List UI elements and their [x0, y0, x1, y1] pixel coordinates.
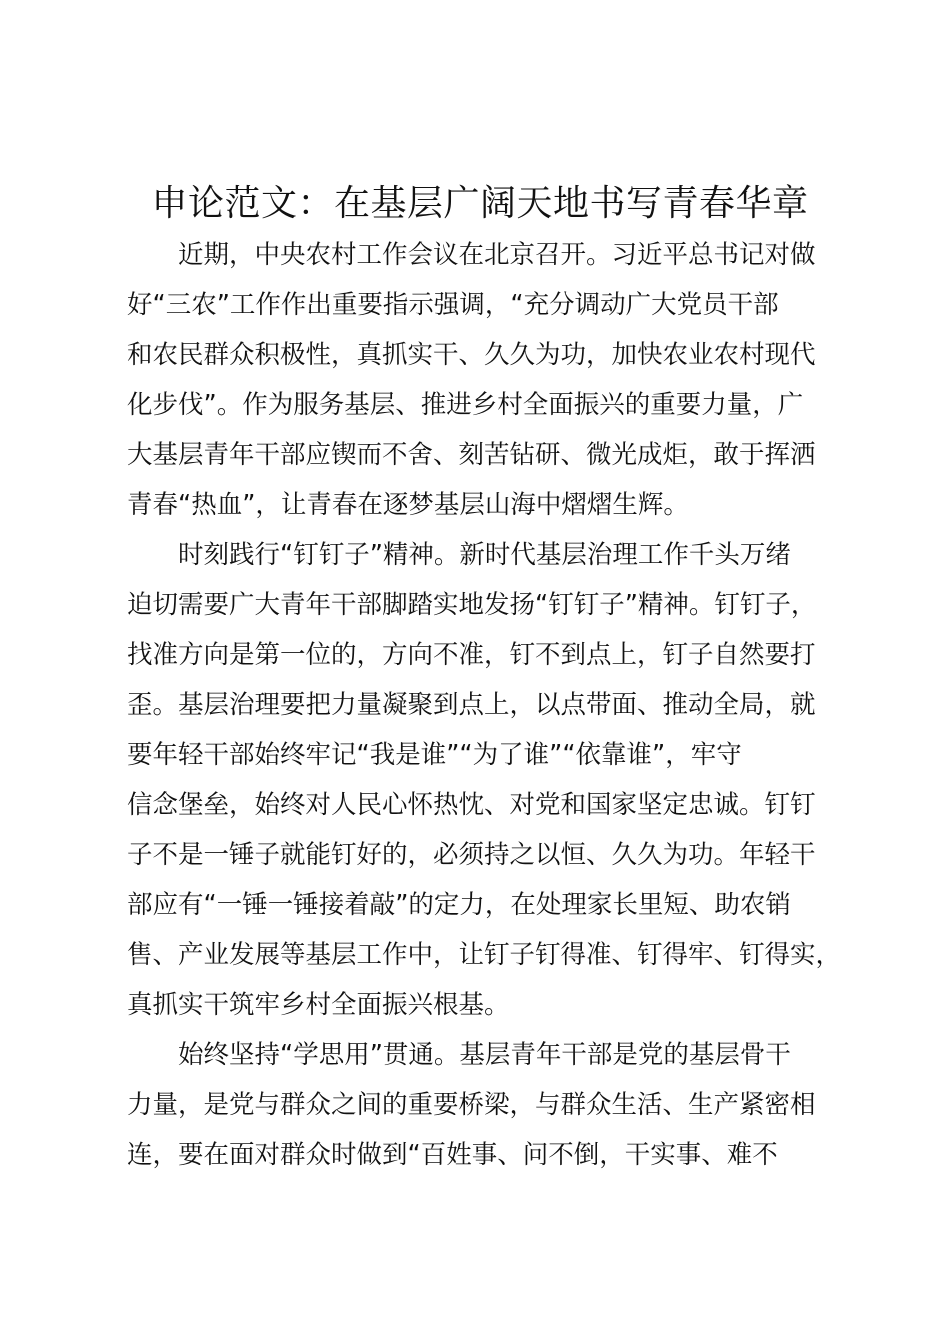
- paragraph-line: 迫切需要广大青年干部脚踏实地发扬“钉钉子”精神。钉钉子，: [127, 590, 817, 620]
- paragraph-line: 连，要在面对群众时做到“百姓事、问不倒，干实事、难不: [127, 1140, 778, 1170]
- paragraph-line: 力量，是党与群众之间的重要桥梁，与群众生活、生产紧密相: [127, 1090, 816, 1120]
- paragraph-line: 大基层青年干部应锲而不舍、刻苦钻研、微光成炬，敢于挥洒: [127, 440, 816, 470]
- paragraph-2: [127, 530, 857, 1030]
- document-title: 申论范文：在基层广阔天地书写青春华章: [151, 183, 809, 224]
- paragraph-line: 子不是一锤子就能钉好的，必须持之以恒、久久为功。年轻干: [127, 840, 816, 870]
- paragraph-line: 化步伐”。作为服务基层、推进乡村全面振兴的重要力量，广: [127, 390, 804, 420]
- paragraph-line: 歪。基层治理要把力量凝聚到点上，以点带面、推动全局，就: [127, 690, 816, 720]
- paragraph-1: [127, 230, 857, 530]
- paragraph-line: 部应有“一锤一锤接着敲”的定力，在处理家长里短、助农销: [127, 890, 791, 920]
- paragraph-line: 近期，中央农村工作会议在北京召开。习近平总书记对做: [178, 240, 816, 270]
- paragraph-3: [127, 1030, 857, 1180]
- paragraph-line: 时刻践行“钉钉子”精神。新时代基层治理工作千头万绪: [178, 540, 791, 570]
- paragraph-line: 真抓实干筑牢乡村全面振兴根基。: [127, 990, 510, 1020]
- paragraph-line: 始终坚持“学思用”贯通。基层青年干部是党的基层骨干: [178, 1040, 791, 1070]
- paragraph-line: 信念堡垒，始终对人民心怀热忱、对党和国家坚定忠诚。钉钉: [127, 790, 816, 820]
- paragraph-line: 要年轻干部始终牢记“我是谁”“为了谁”“依靠谁”，牢守: [127, 740, 742, 770]
- paragraph-line: 好“三农”工作作出重要指示强调，“充分调动广大党员干部: [127, 290, 779, 320]
- paragraph-line: 青春“热血”，让青春在逐梦基层山海中熠熠生辉。: [127, 490, 689, 520]
- paragraph-line: 和农民群众积极性，真抓实干、久久为功，加快农业农村现代: [127, 340, 816, 370]
- paragraph-line: 售、产业发展等基层工作中，让钉子钉得准、钉得牢、钉得实，: [127, 940, 842, 970]
- document-body: [127, 230, 857, 1180]
- paragraph-line: 找准方向是第一位的，方向不准，钉不到点上，钉子自然要打: [127, 640, 816, 670]
